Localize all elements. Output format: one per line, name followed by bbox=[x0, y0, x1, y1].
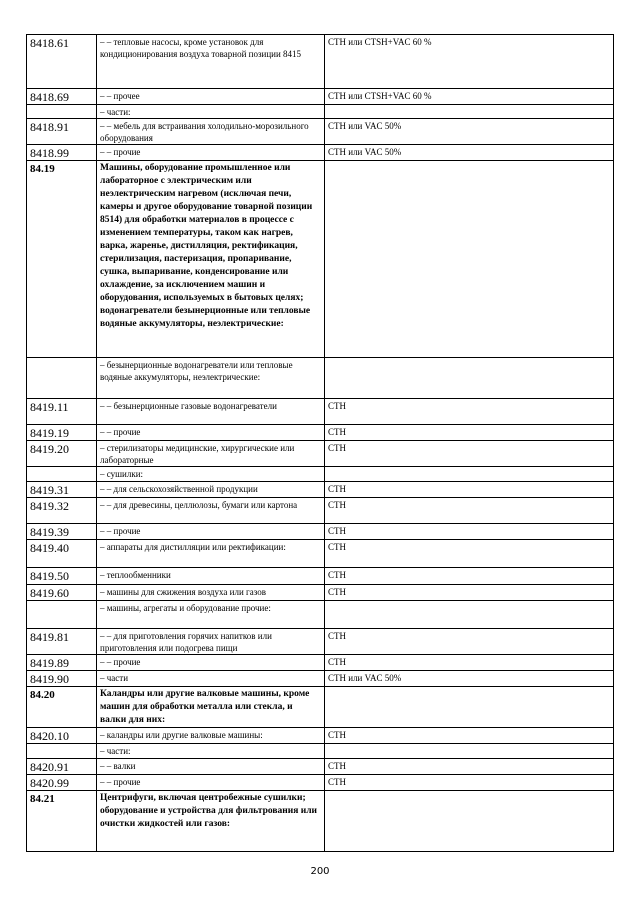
description-cell: – – валки bbox=[97, 759, 325, 775]
description-cell: – стерилизаторы медицинские, хирургические или лабораторные bbox=[97, 441, 325, 467]
rule-cell: СТН bbox=[325, 629, 614, 655]
description-cell: – – для сельскохозяйственной продукции bbox=[97, 482, 325, 498]
rule-cell: СТН или CTSH+VAC 60 % bbox=[325, 89, 614, 105]
table-row bbox=[27, 425, 614, 441]
heading-row bbox=[27, 687, 614, 728]
description-cell: – машины для сжижения воздуха или газов bbox=[97, 585, 325, 601]
description-cell: – – тепловые насосы, кроме установок для кондиционирования воздуха товарной позиции 8415 bbox=[97, 35, 325, 89]
code-cell: 8419.89 bbox=[27, 655, 97, 671]
description-cell: – части: bbox=[97, 105, 325, 119]
table-row bbox=[27, 482, 614, 498]
description-cell: – – прочие bbox=[97, 145, 325, 161]
code-cell: 84.20 bbox=[27, 687, 97, 728]
code-cell: 8419.40 bbox=[27, 540, 97, 568]
table-row bbox=[27, 540, 614, 568]
table-row bbox=[27, 441, 614, 467]
description-cell: – каландры или другие валковые машины: bbox=[97, 728, 325, 744]
code-cell: 8418.91 bbox=[27, 119, 97, 145]
code-cell: 8419.11 bbox=[27, 399, 97, 425]
table-row bbox=[27, 629, 614, 655]
table-row bbox=[27, 601, 614, 629]
code-cell bbox=[27, 105, 97, 119]
rule-cell: СТН bbox=[325, 498, 614, 524]
page-number: 200 bbox=[310, 866, 330, 877]
table-row bbox=[27, 145, 614, 161]
table-row bbox=[27, 399, 614, 425]
code-cell: 8419.32 bbox=[27, 498, 97, 524]
rule-cell: СТН bbox=[325, 441, 614, 467]
description-cell: – части bbox=[97, 671, 325, 687]
code-cell: 8420.91 bbox=[27, 759, 97, 775]
rule-cell bbox=[325, 601, 614, 629]
table-row bbox=[27, 759, 614, 775]
rule-cell: СТН bbox=[325, 425, 614, 441]
table-row bbox=[27, 35, 614, 89]
description-cell: – – прочее bbox=[97, 89, 325, 105]
code-cell bbox=[27, 601, 97, 629]
code-cell bbox=[27, 744, 97, 759]
rule-cell: СТН или VAC 50% bbox=[325, 145, 614, 161]
code-cell: 8420.99 bbox=[27, 775, 97, 791]
description-cell: – – прочие bbox=[97, 655, 325, 671]
rule-cell: СТН bbox=[325, 775, 614, 791]
description-cell: – сушилки: bbox=[97, 467, 325, 482]
code-cell: 8418.99 bbox=[27, 145, 97, 161]
table-row bbox=[27, 744, 614, 759]
code-cell: 84.19 bbox=[27, 161, 97, 358]
table-row bbox=[27, 467, 614, 482]
rule-cell bbox=[325, 467, 614, 482]
description-cell: – машины, агрегаты и оборудование прочие: bbox=[97, 601, 325, 629]
table-row bbox=[27, 775, 614, 791]
table-row bbox=[27, 358, 614, 399]
rule-cell bbox=[325, 105, 614, 119]
description-cell: – – прочие bbox=[97, 425, 325, 441]
rule-cell: СТН bbox=[325, 524, 614, 540]
table-row bbox=[27, 119, 614, 145]
table-row bbox=[27, 498, 614, 524]
code-cell bbox=[27, 467, 97, 482]
table-row bbox=[27, 655, 614, 671]
rule-cell: СТН bbox=[325, 568, 614, 585]
heading-row bbox=[27, 161, 614, 358]
table-row bbox=[27, 585, 614, 601]
code-cell bbox=[27, 358, 97, 399]
code-cell: 8420.10 bbox=[27, 728, 97, 744]
description-cell: – – прочие bbox=[97, 775, 325, 791]
rule-cell: СТН bbox=[325, 655, 614, 671]
description-cell: – – прочие bbox=[97, 524, 325, 540]
description-cell: Машины, оборудование промышленное или лабораторное с электрическим или неэлектрическим нагревом (исключая печи, камеры и другое оборудование товарной позиции 8514) для обработки материалов в процессе с изменением температуры, таком как нагрев, варка, жаренье, дистилляция, ректификация, стерилизация, пастеризация, пропаривание, сушка, выпаривание, конденсирование или охлаждение, за исключением машин и оборудования, используемых в бытовых целях; водонагреватели безынерционные или тепловые водяные аккумуляторы, неэлектрические: bbox=[97, 161, 325, 358]
code-cell: 8419.39 bbox=[27, 524, 97, 540]
rule-cell: СТН или VAC 50% bbox=[325, 119, 614, 145]
rule-cell bbox=[325, 791, 614, 852]
description-cell: – – для древесины, целлюлозы, бумаги или картона bbox=[97, 498, 325, 524]
rule-cell: СТН bbox=[325, 540, 614, 568]
description-cell: Каландры или другие валковые машины, кроме машин для обработки металла или стекла, и валки для них: bbox=[97, 687, 325, 728]
code-cell: 8419.81 bbox=[27, 629, 97, 655]
tariff-table bbox=[26, 34, 614, 852]
table-row bbox=[27, 671, 614, 687]
code-cell: 8418.61 bbox=[27, 35, 97, 89]
rule-cell: СТН bbox=[325, 728, 614, 744]
code-cell: 8419.60 bbox=[27, 585, 97, 601]
table-row bbox=[27, 568, 614, 585]
rule-cell bbox=[325, 358, 614, 399]
rule-cell: СТН bbox=[325, 399, 614, 425]
code-cell: 8419.50 bbox=[27, 568, 97, 585]
description-cell: – аппараты для дистилляции или ректификации: bbox=[97, 540, 325, 568]
description-cell: – части: bbox=[97, 744, 325, 759]
code-cell: 84.21 bbox=[27, 791, 97, 852]
rule-cell bbox=[325, 687, 614, 728]
rule-cell bbox=[325, 744, 614, 759]
table-row bbox=[27, 105, 614, 119]
rule-cell: СТН bbox=[325, 759, 614, 775]
rule-cell bbox=[325, 161, 614, 358]
description-cell: – теплообменники bbox=[97, 568, 325, 585]
rule-cell: СТН или VAC 50% bbox=[325, 671, 614, 687]
code-cell: 8419.31 bbox=[27, 482, 97, 498]
code-cell: 8419.90 bbox=[27, 671, 97, 687]
description-cell: – безынерционные водонагреватели или тепловые водяные аккумуляторы, неэлектрические: bbox=[97, 358, 325, 399]
code-cell: 8418.69 bbox=[27, 89, 97, 105]
heading-row bbox=[27, 791, 614, 852]
table-body bbox=[27, 35, 614, 852]
description-cell: – – безынерционные газовые водонагреватели bbox=[97, 399, 325, 425]
table-row bbox=[27, 524, 614, 540]
code-cell: 8419.20 bbox=[27, 441, 97, 467]
rule-cell: СТН bbox=[325, 585, 614, 601]
description-cell: – – для приготовления горячих напитков или приготовления или подогрева пищи bbox=[97, 629, 325, 655]
description-cell: – – мебель для встраивания холодильно-морозильного оборудования bbox=[97, 119, 325, 145]
table-row bbox=[27, 89, 614, 105]
description-cell: Центрифуги, включая центробежные сушилки; оборудование и устройства для фильтрования или очистки жидкостей или газов: bbox=[97, 791, 325, 852]
table-row bbox=[27, 728, 614, 744]
rule-cell: СТН или CTSH+VAC 60 % bbox=[325, 35, 614, 89]
rule-cell: СТН bbox=[325, 482, 614, 498]
code-cell: 8419.19 bbox=[27, 425, 97, 441]
